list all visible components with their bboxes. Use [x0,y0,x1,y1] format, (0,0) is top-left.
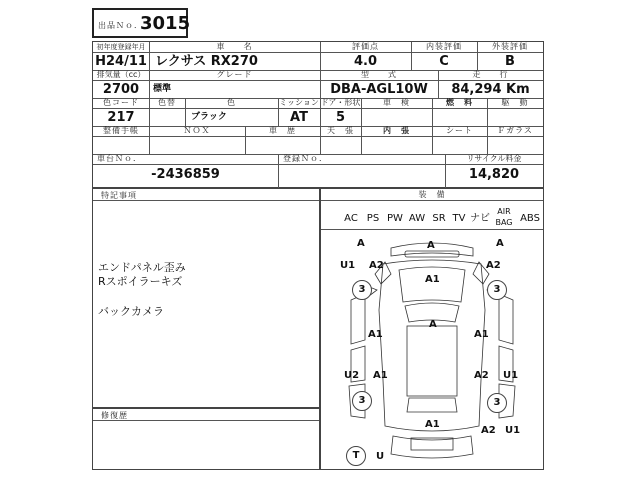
lot-number-box [92,8,191,38]
mark-left-a1: A1 [368,329,383,340]
equipment-label: 装 備 [418,190,446,199]
equip-tv: TV [452,213,466,224]
legend-t: T [346,446,366,466]
transmission-label: ミッション [279,98,319,107]
first-reg-label: 初年度登録年月 [96,43,146,51]
grade-label: グレード [216,70,253,79]
maintenance-label: 整備手帳 [103,126,139,135]
color-code-label: 色コード [103,98,139,107]
mark-right-a1: A1 [474,329,489,340]
grade-value: 標準 [153,84,172,94]
info-grid [92,41,544,188]
remarks-label: 特記事項 [101,191,137,200]
mark-rear-a1: A1 [425,419,440,430]
f-glass-label: Ｆガラス [497,126,533,135]
transmission-value: AT [290,110,308,125]
color-label: 色 [227,98,236,107]
mark-front-left-a: A [357,238,365,249]
remarks-box [92,188,320,408]
car-name-label: 車 名 [216,42,253,51]
mark-u1-rear-right: U1 [503,370,519,381]
mark-a1-rear-left: A1 [373,370,388,381]
chassis-no-label: 車台Ｎｏ． [97,154,142,163]
color-change-label: 色替 [158,98,176,107]
repair-box [92,408,320,470]
recycle-fee-value: 14,820 [468,167,520,182]
mark-a2-rear-right: A2 [474,370,489,381]
color-value: ブラック [191,112,227,122]
displacement-label: 排気量（cc） [96,70,146,79]
equipment-box [320,188,544,470]
interior-score-label: 内装評価 [426,42,462,51]
nox-label: ＮＯＸ [183,126,211,135]
displacement-value: 2700 [102,82,140,97]
fuel-label: 燃 料 [446,98,473,107]
equip-ps: PS [366,213,380,224]
exterior-score-label: 外装評価 [492,42,528,51]
doors-shape-value: 5 [335,110,346,125]
remarks-line-2: Rスポイラーキズ [98,275,183,288]
recycle-fee-label: リサイクル料金 [466,154,522,163]
equip-sr: SR [432,213,446,224]
seat-label: シート [446,126,473,135]
mark-roof-a: A [429,319,437,330]
mark-a2-front-left: A2 [369,260,384,271]
mark-front-right-a: A [496,238,504,249]
auction-sheet [92,8,544,470]
lot-number-label: 出品Ｎｏ． [98,21,143,30]
drive-label: 駆 動 [501,98,529,107]
equip-pw: PW [387,213,403,224]
equip-airbag: AIR BAG [495,207,513,227]
interior-score-value: C [439,54,449,69]
mark-u1-front-left: U1 [340,260,356,271]
mark-rear-a2: A2 [481,425,496,436]
remarks-line-3: バックカメラ [98,305,164,318]
mark-rear-u1: U1 [505,425,521,436]
repair-history-label: 修復歴 [101,411,128,420]
equip-navi: ナビ [470,213,490,224]
model-value: DBA-AGL10W [330,82,428,97]
mark-u2-rear-left: U2 [344,370,360,381]
mark-front-a: A [427,240,435,251]
color-code-value: 217 [107,110,135,125]
car-name-value: レクサス RX270 [155,54,258,69]
vehicle-inspection-label: 車 検 [383,98,410,107]
history-label: 車 歴 [269,126,296,135]
doors-shape-label: ドア・形状 [320,98,361,107]
legend-u: U [376,451,385,462]
chassis-no-value: -2436859 [151,167,220,182]
wheel-front-right: 3 [487,280,507,300]
reg-no-label: 登録Ｎｏ． [283,154,328,163]
mileage-label: 走 行 [472,70,509,79]
interior-trim-label: 内 張 [383,126,410,135]
score-value: 4.0 [353,54,378,69]
lot-number-value: 3015 [140,13,191,34]
equip-aw: AW [408,213,426,224]
remarks-line-1: エンドパネル歪み [98,261,186,274]
wheel-rear-right: 3 [487,393,507,413]
roof-label: 天 張 [327,126,354,135]
mileage-value: 84,294 Km [451,82,530,97]
exterior-score-value: B [505,54,515,69]
wheel-front-left: 3 [352,280,372,300]
wheel-rear-left: 3 [352,391,372,411]
mark-a2-front-right: A2 [486,260,501,271]
score-label: 評価点 [352,42,379,51]
model-label: 型 式 [361,70,397,79]
equip-ac: AC [344,213,358,224]
first-reg-value: H24/11 [95,54,147,69]
equip-abs: ABS [520,213,540,224]
mark-hood-a1: A1 [425,274,440,285]
